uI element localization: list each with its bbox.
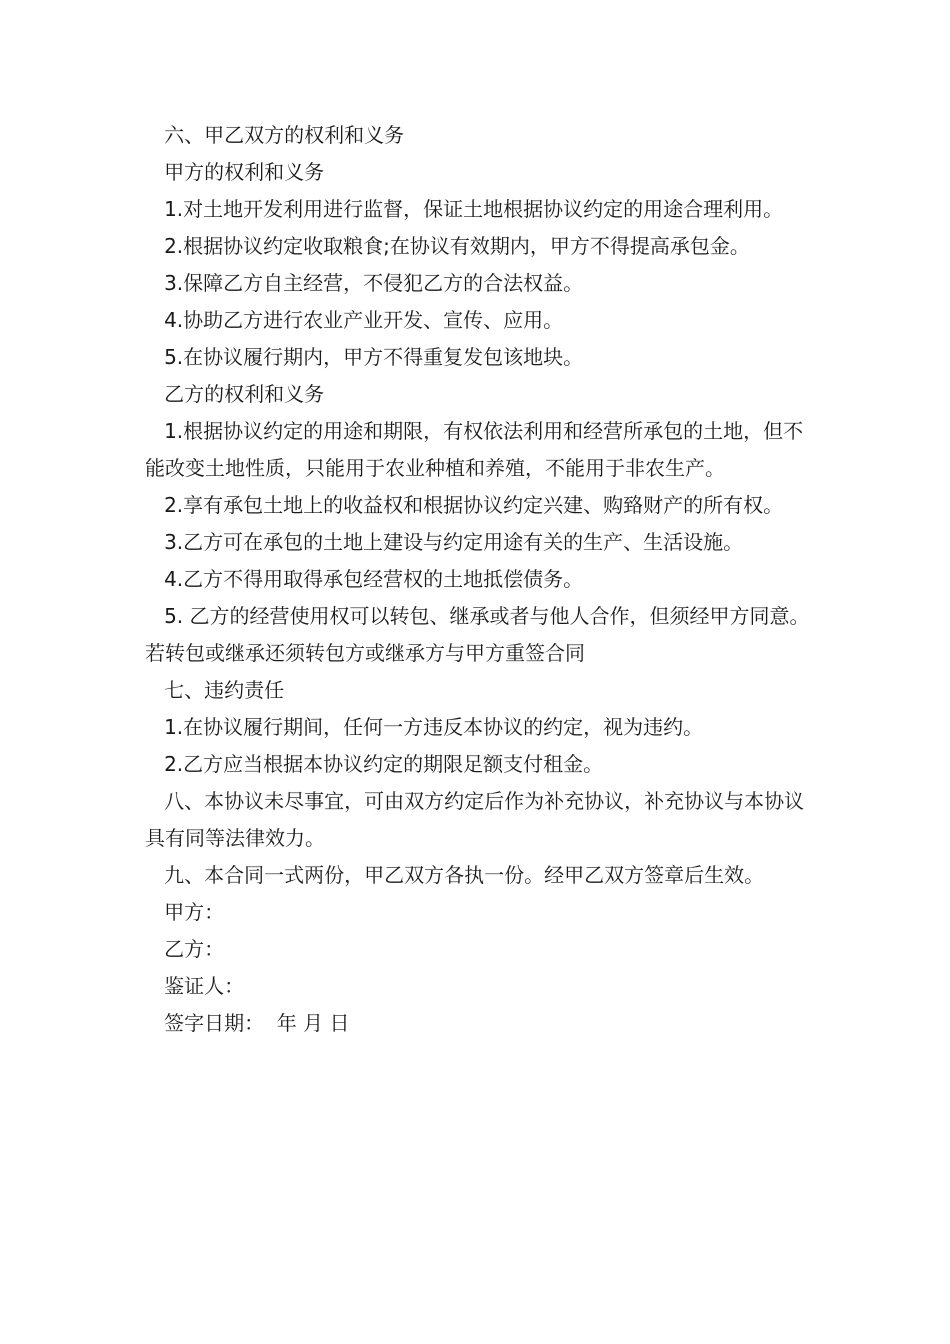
signature-witness: 鉴证人： xyxy=(145,974,245,998)
section-copies: 九、本合同一式两份，甲乙双方各执一份。经甲乙双方签章后生效。 xyxy=(145,863,765,887)
clause-breach-2: 2.乙方应当根据本协议约定的期限足额支付租金。 xyxy=(145,752,604,776)
subheading-party-a: 甲方的权利和义务 xyxy=(145,160,325,184)
signature-party-b: 乙方： xyxy=(145,937,225,961)
clause-b1: 1.根据协议约定的用途和期限，有权依法利用和经营所承包的土地，但不能改变土地性质，只能用于农业种植和养殖，不能用于非农生产。 xyxy=(145,419,804,480)
clause-a2: 2.根据协议约定收取粮食;在协议有效期内，甲方不得提高承包金。 xyxy=(145,234,750,258)
section-supplementary: 八、本协议未尽事宜，可由双方约定后作为补充协议，补充协议与本协议具有同等法律效力。 xyxy=(145,789,805,850)
clause-breach-1: 1.在协议履行期间，任何一方违反本协议的约定，视为违约。 xyxy=(145,715,704,739)
clause-a4: 4.协助乙方进行农业产业开发、宣传、应用。 xyxy=(145,308,564,332)
section-heading-rights: 六、甲乙双方的权利和义务 xyxy=(145,123,405,147)
clause-b5: 5. 乙方的经营使用权可以转包、继承或者与他人合作，但须经甲方同意。若转包或继承还须转包方或继承方与甲方重签合同 xyxy=(145,604,810,665)
clause-b3: 3.乙方可在承包的土地上建设与约定用途有关的生产、生活设施。 xyxy=(145,530,744,554)
signature-party-a: 甲方： xyxy=(145,900,225,924)
clause-a3: 3.保障乙方自主经营，不侵犯乙方的合法权益。 xyxy=(145,271,584,295)
signature-date: 签字日期： 年 月 日 xyxy=(145,1011,350,1035)
clause-a1: 1.对土地开发利用进行监督，保证土地根据协议约定的用途合理利用。 xyxy=(145,197,784,221)
clause-b2: 2.享有承包土地上的收益权和根据协议约定兴建、购臵财产的所有权。 xyxy=(145,493,784,517)
clause-b4: 4.乙方不得用取得承包经营权的土地抵偿债务。 xyxy=(145,567,584,591)
section-heading-breach: 七、违约责任 xyxy=(145,678,285,702)
document-body xyxy=(145,117,815,1042)
clause-a5: 5.在协议履行期内，甲方不得重复发包该地块。 xyxy=(145,345,584,369)
subheading-party-b: 乙方的权利和义务 xyxy=(145,382,325,406)
